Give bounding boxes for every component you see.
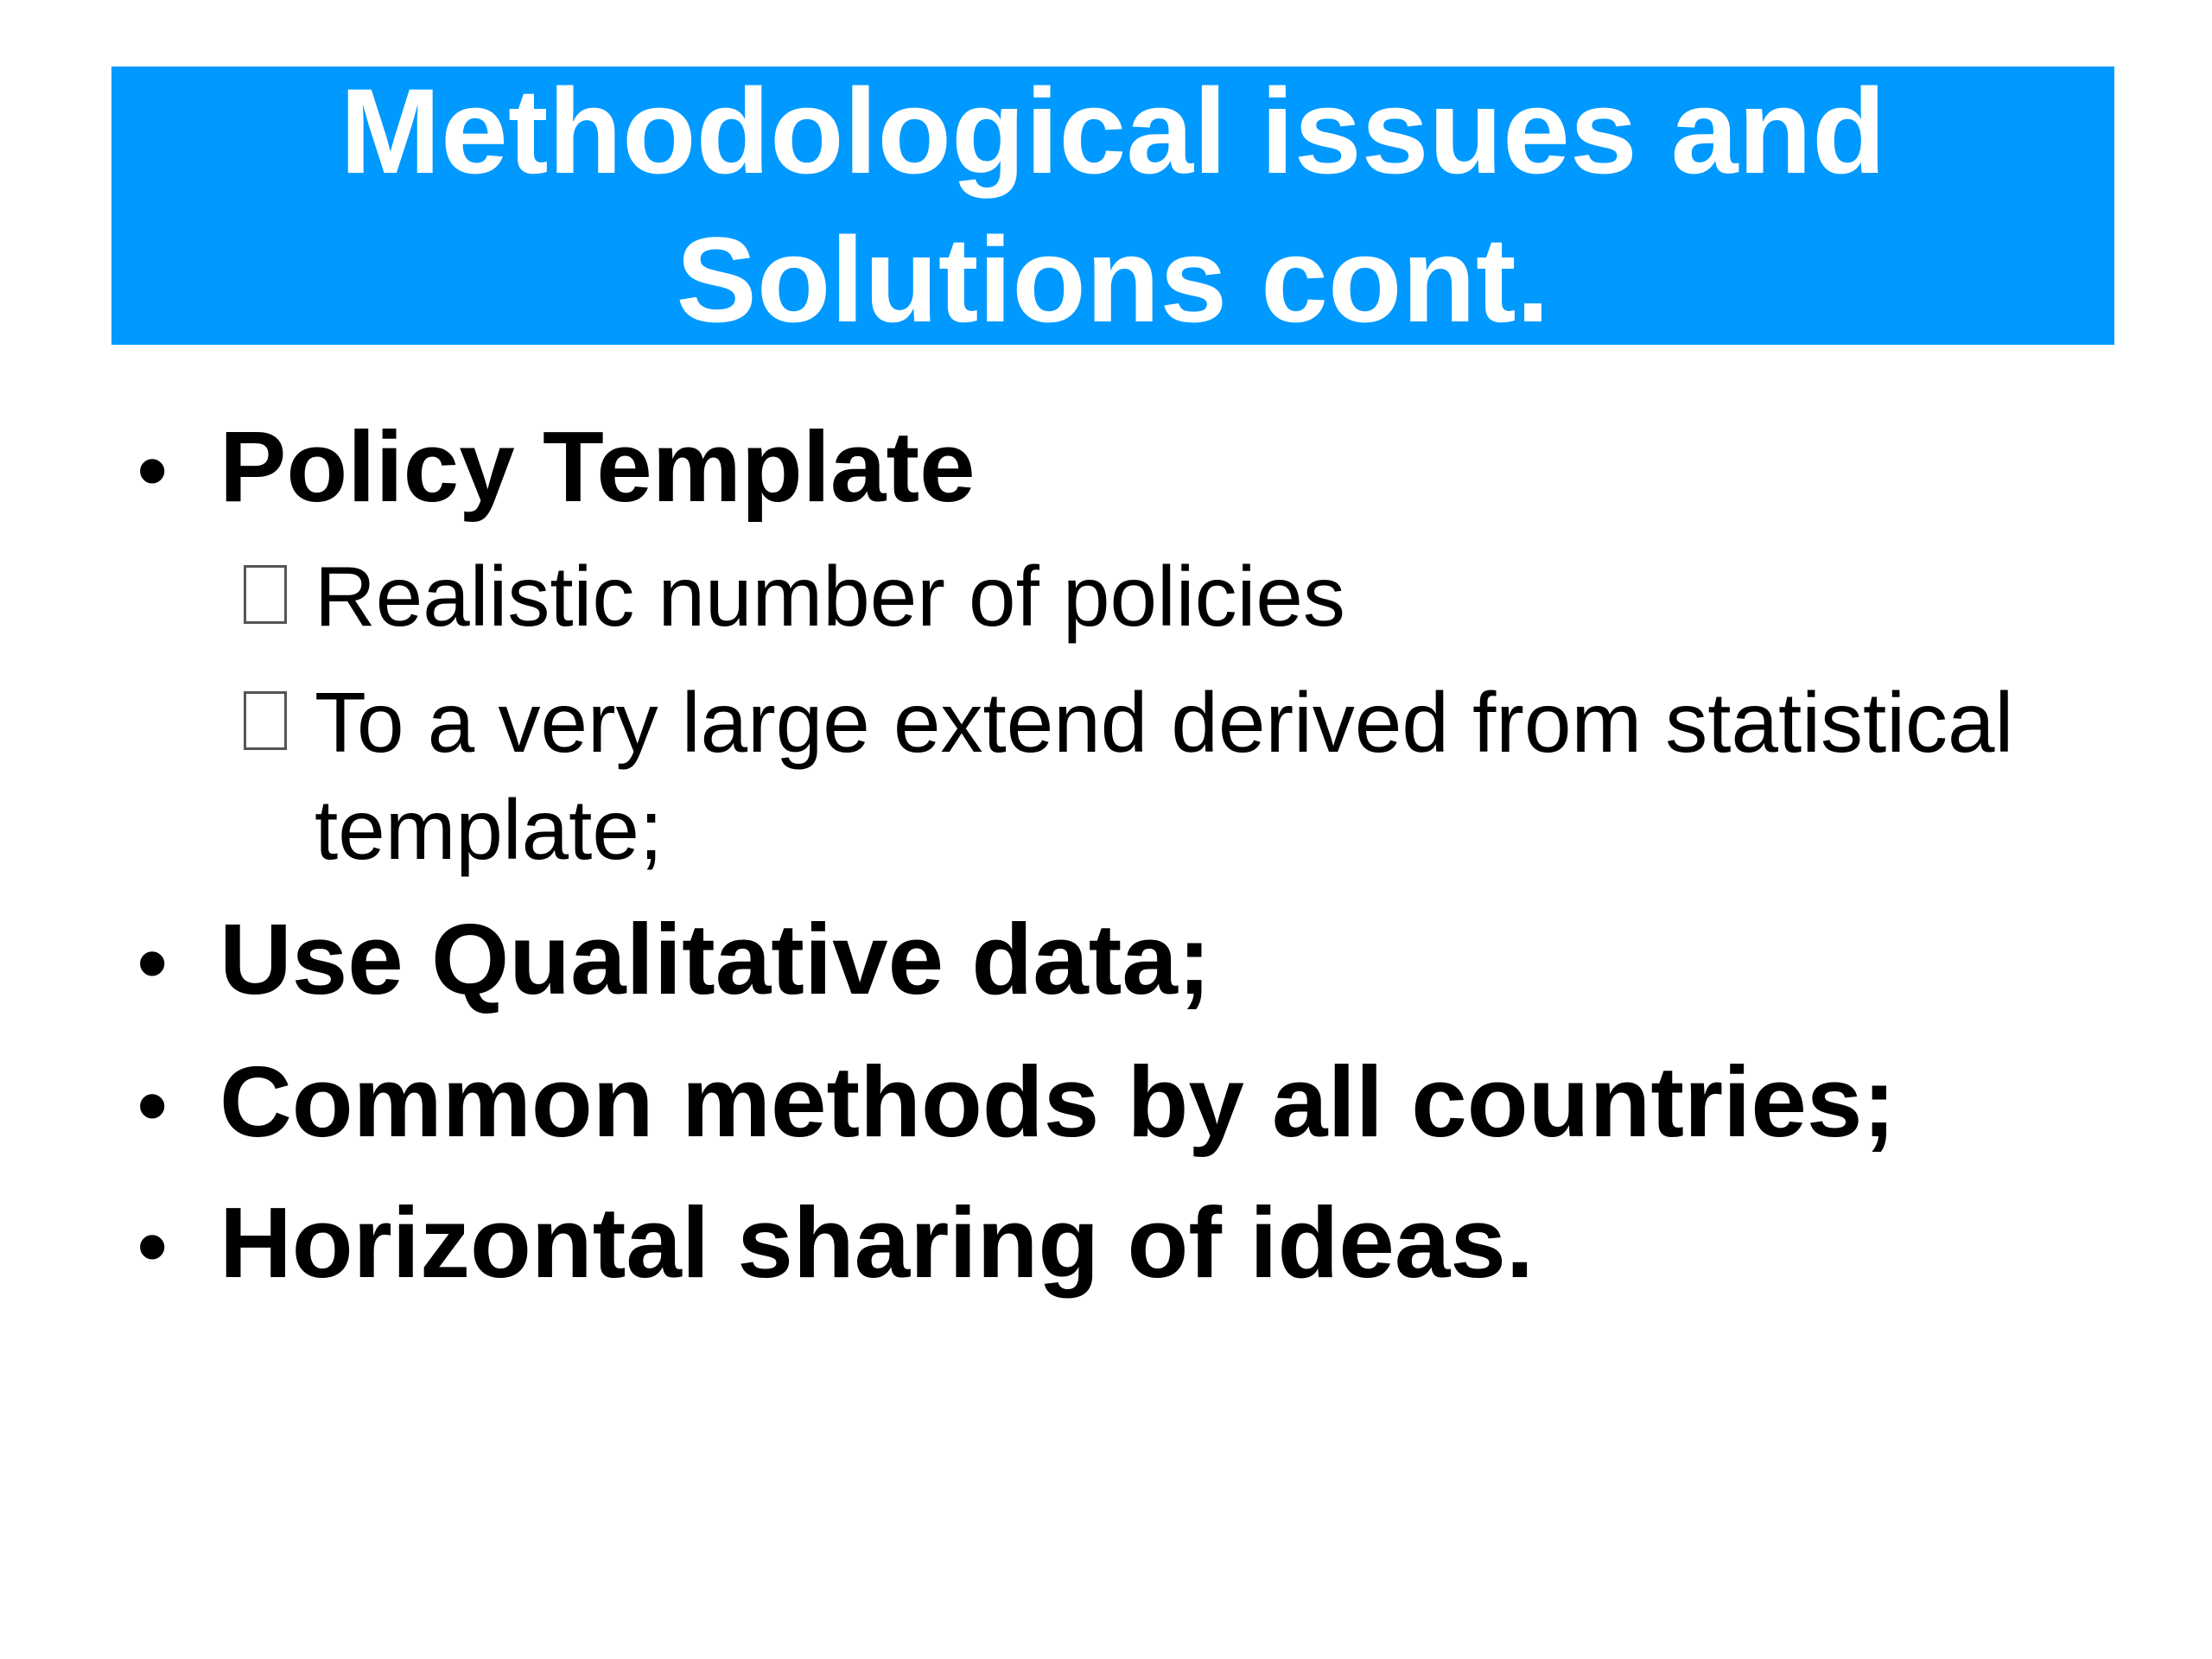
bullet-item-qualitative-data bbox=[137, 899, 1211, 1020]
bullet-marker: • bbox=[137, 421, 168, 521]
slide-title-line-1: Methodological issues and bbox=[340, 63, 1886, 199]
bullet-item-horizontal-sharing bbox=[137, 1182, 1534, 1303]
bullet-marker: • bbox=[137, 1197, 168, 1297]
slide-title bbox=[340, 57, 1885, 354]
sub-item-realistic-number bbox=[244, 543, 2164, 650]
checkbox-square-icon bbox=[244, 691, 287, 750]
slide-title-line-2: Solutions cont. bbox=[676, 212, 1550, 347]
bullet-item-policy-template bbox=[137, 406, 976, 527]
bullet-marker: • bbox=[137, 913, 168, 1014]
bullet-item-common-methods bbox=[137, 1041, 1896, 1162]
bullet-text: Use Qualitative data; bbox=[219, 903, 1211, 1015]
slide-title-banner bbox=[111, 63, 2114, 347]
bullet-text: Policy Template bbox=[219, 410, 976, 523]
bullet-text: Common methods by all countries; bbox=[219, 1046, 1896, 1158]
sub-item-text: Realistic number of policies bbox=[315, 549, 1345, 644]
bullet-text: Horizontal sharing of ideas. bbox=[219, 1186, 1535, 1299]
checkbox-square-icon bbox=[244, 565, 287, 624]
bullet-marker: • bbox=[137, 1056, 168, 1156]
sub-item-statistical-template bbox=[244, 669, 2164, 883]
sub-item-text: To a very large extend derived from statistical template; bbox=[315, 675, 2014, 877]
